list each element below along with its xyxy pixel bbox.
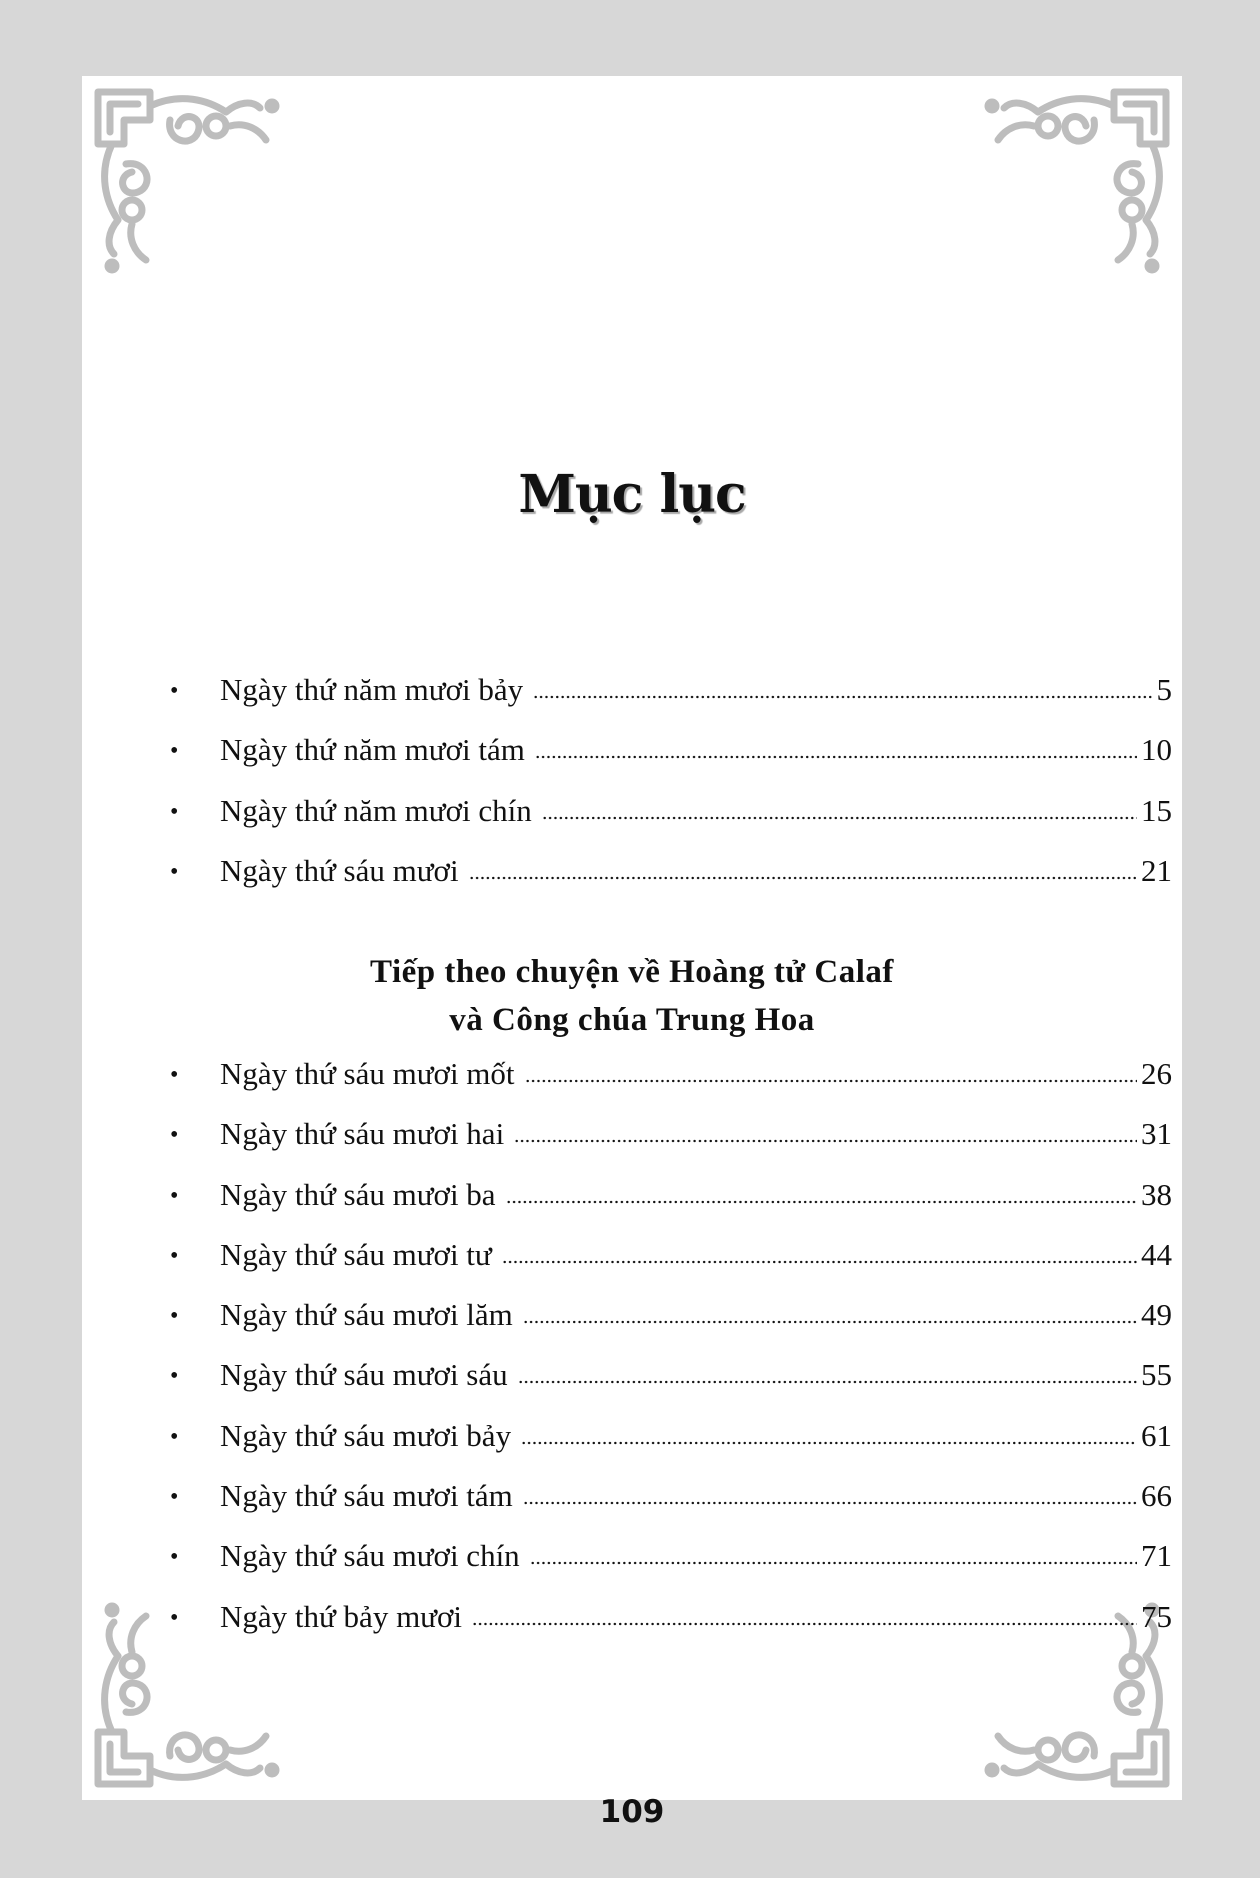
bullet-icon: • — [170, 1604, 179, 1631]
page-title: Mục lục — [518, 464, 746, 525]
dot-leader — [535, 754, 1137, 760]
dot-leader — [523, 1319, 1137, 1325]
bullet-icon: • — [170, 1484, 179, 1511]
toc-entry[interactable] — [170, 1538, 1172, 1598]
bullet-icon: • — [170, 1122, 179, 1149]
toc-entry[interactable] — [170, 1177, 1172, 1237]
toc-entry[interactable] — [170, 1478, 1172, 1538]
toc-entry-page: 26 — [1141, 1056, 1172, 1091]
toc-entry[interactable] — [170, 1418, 1172, 1478]
toc-entry[interactable] — [170, 1357, 1172, 1417]
corner-ornament-icon — [976, 82, 1176, 282]
bullet-icon: • — [170, 1363, 179, 1390]
toc-entry-page: 38 — [1141, 1176, 1172, 1212]
page-number: 109 — [599, 1794, 665, 1830]
subheading-line-2: và Công chúa Trung Hoa — [449, 1002, 815, 1038]
toc-entry-title: Ngày thứ sáu mươi bảy — [220, 1417, 512, 1453]
toc-entry-title: Ngày thứ năm mươi chín — [220, 792, 532, 828]
dot-leader — [523, 1500, 1137, 1506]
bullet-icon: • — [170, 738, 179, 765]
toc-entry-title: Ngày thứ bảy mươi — [220, 1598, 462, 1634]
toc-entry-title: Ngày thứ sáu mươi lăm — [220, 1297, 513, 1333]
toc-entry[interactable] — [170, 853, 1172, 913]
dot-leader — [530, 1560, 1137, 1566]
toc-entry-page: 31 — [1141, 1116, 1172, 1152]
dot-leader — [525, 1078, 1137, 1084]
dot-leader — [521, 1440, 1137, 1446]
toc-entry[interactable] — [170, 1237, 1172, 1297]
toc-entry[interactable] — [170, 1056, 1172, 1116]
toc-list-part1 — [170, 672, 1172, 913]
bullet-icon: • — [170, 678, 179, 704]
book-page — [82, 76, 1182, 1830]
toc-entry-page: 71 — [1141, 1538, 1172, 1574]
dot-leader — [514, 1138, 1137, 1144]
toc-entry-page: 49 — [1141, 1297, 1172, 1333]
bullet-icon: • — [170, 1242, 179, 1269]
toc-entry[interactable] — [170, 793, 1172, 853]
toc-entry-page: 15 — [1141, 792, 1172, 828]
dot-leader — [469, 875, 1137, 881]
toc-entry-title: Ngày thứ sáu mươi tư — [220, 1236, 492, 1272]
toc-entry-page: 75 — [1141, 1598, 1172, 1634]
toc-entry-page: 5 — [1156, 672, 1172, 707]
toc-entry-title: Ngày thứ năm mươi tám — [220, 732, 525, 768]
toc-entry-page: 10 — [1141, 732, 1172, 768]
toc-entry[interactable] — [170, 732, 1172, 792]
toc-entry-title: Ngày thứ sáu mươi mốt — [220, 1056, 515, 1091]
toc-entry-title: Ngày thứ sáu mươi tám — [220, 1478, 513, 1514]
toc-entry-page: 44 — [1141, 1236, 1172, 1272]
toc-entry-page: 55 — [1141, 1357, 1172, 1393]
toc-entry[interactable] — [170, 1116, 1172, 1176]
toc-entry-title: Ngày thứ sáu mươi — [220, 852, 459, 888]
toc-entry[interactable] — [170, 1297, 1172, 1357]
dot-leader — [472, 1621, 1137, 1627]
toc-entry-page: 21 — [1141, 852, 1172, 888]
bullet-icon: • — [170, 798, 179, 825]
bullet-icon: • — [170, 1062, 179, 1088]
corner-ornament-icon — [88, 82, 288, 282]
toc-entry-title: Ngày thứ sáu mươi chín — [220, 1538, 520, 1574]
bullet-icon: • — [170, 1182, 179, 1209]
dot-leader — [533, 694, 1152, 700]
dot-leader — [542, 815, 1137, 821]
toc-entry-title: Ngày thứ sáu mươi hai — [220, 1116, 505, 1152]
dot-leader — [506, 1199, 1137, 1205]
toc-entry-page: 61 — [1141, 1417, 1172, 1453]
dot-leader — [518, 1379, 1137, 1385]
bullet-icon: • — [170, 1423, 179, 1450]
dot-leader — [502, 1259, 1137, 1265]
toc-entry[interactable] — [170, 1599, 1172, 1659]
toc-entry-page: 66 — [1141, 1478, 1172, 1514]
section-subheading — [82, 948, 1182, 1044]
bullet-icon: • — [170, 858, 179, 885]
subheading-line-1: Tiếp theo chuyện về Hoàng tử Calaf — [370, 954, 894, 990]
toc-list-part2 — [170, 1056, 1172, 1659]
toc-entry[interactable] — [170, 672, 1172, 732]
toc-entry-title: Ngày thứ sáu mươi sáu — [220, 1357, 508, 1393]
bullet-icon: • — [170, 1544, 179, 1571]
toc-entry-title: Ngày thứ sáu mươi ba — [220, 1176, 496, 1212]
bullet-icon: • — [170, 1303, 179, 1330]
toc-entry-title: Ngày thứ năm mươi bảy — [220, 672, 524, 707]
